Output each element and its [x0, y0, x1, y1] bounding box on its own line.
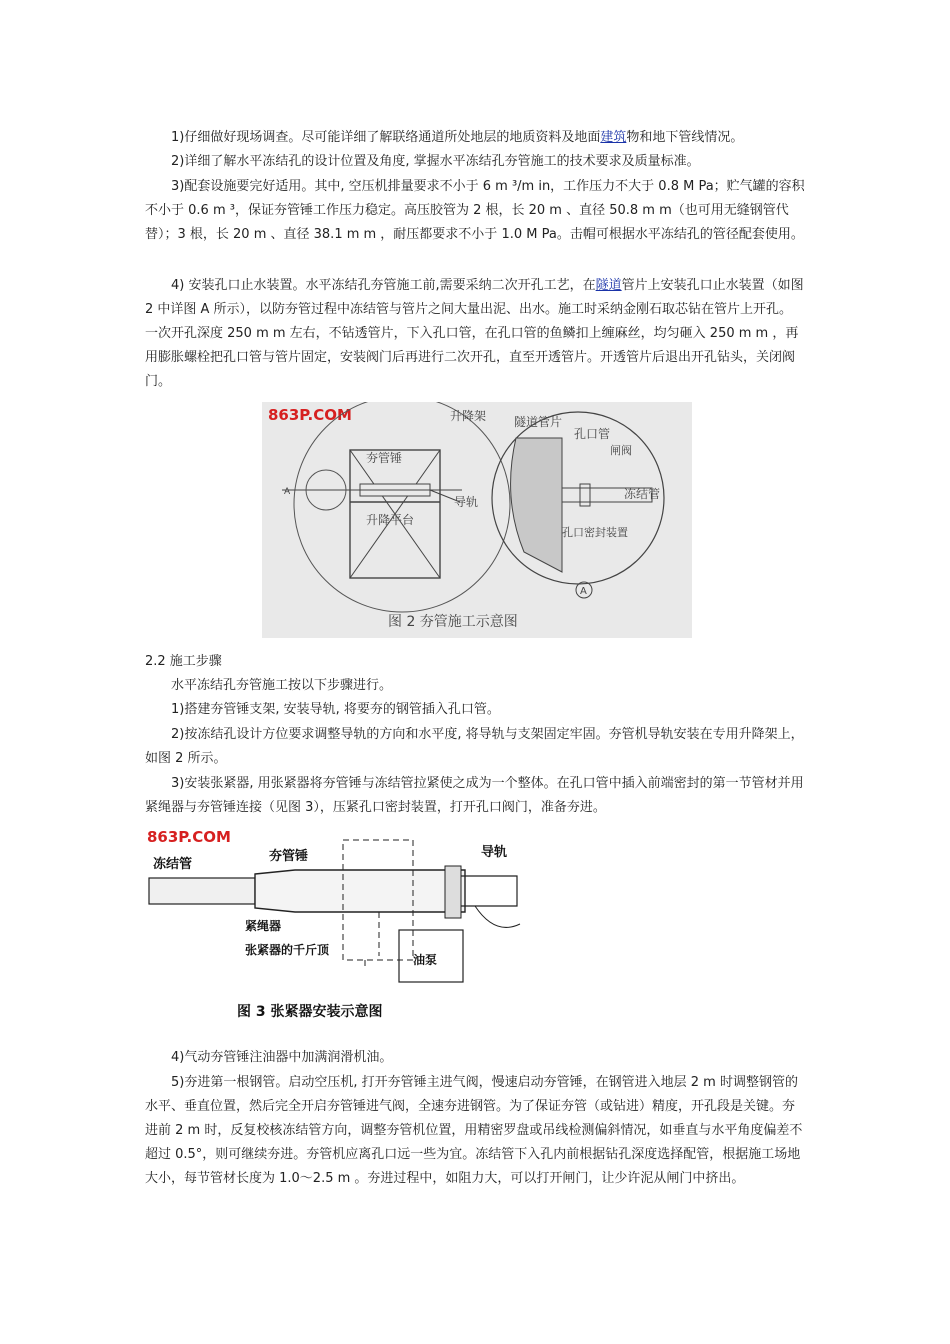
step-4: 4)气动夯管锤注油器中加满润滑机油。 [171, 1050, 393, 1065]
paragraph-4-text: 4) 安装孔口止水装置。水平冻结孔夯管施工前,需要采纳二次开孔工艺，在 [171, 278, 596, 293]
rail-shape [461, 876, 517, 906]
label-rail-3: 导轨 [481, 845, 508, 860]
paragraph-3: 3)配套设施要完好适用。其中, 空压机排量要求不小于 6 m ³/m in，工作压力不大于 0.8 M Pa；贮气罐的容积不小于 0.6 m ³，保证夯管锤工作压力稳定。高压胶管为 2 根，长 20 m 、直径 50.8 m m（也可用无缝钢管代替）；3 根，长 20 m 、直径 38.1 m m ，耐压都要求不小于 1.0 M Pa。击帽可根据水平冻结孔的管径配套使用。 [145, 179, 805, 242]
watermark: 863P.COM [268, 406, 352, 424]
label-rail: 导轨 [454, 495, 479, 509]
watermark-2: 863P.COM [147, 828, 231, 846]
label-orifice-pipe: 孔口管 [574, 427, 611, 441]
link-tunnel[interactable]: 隧道 [595, 278, 622, 293]
rail-clamp [445, 866, 461, 918]
segment-hatch [511, 438, 562, 572]
steps-intro: 水平冻结孔夯管施工按以下步骤进行。 [171, 678, 393, 693]
label-pump: 油泵 [413, 953, 438, 967]
step-3: 3)安装张紧器, 用张紧器将夯管锤与冻结管拉紧使之成为一个整体。在孔口管中插入前端密封的第一节管材并用紧绳器与夯管锤连接（见图 3），压紧孔口密封装置，打开孔口阀门，准备夯进。 [145, 776, 804, 815]
marker-a-left: A [284, 487, 291, 497]
figure-2-caption: 图 2 夯管施工示意图 [388, 614, 518, 630]
label-hammer: 夯管锤 [366, 451, 403, 465]
figure-3-caption: 图 3 张紧器安装示意图 [237, 1004, 383, 1020]
label-lift-frame: 升降架 [450, 409, 487, 423]
paragraph-1-tail: 物和地下管线情况。 [626, 130, 744, 145]
figure-3 [145, 826, 525, 1026]
step-2: 2)按冻结孔设计方位要求调整导轨的方向和水平度, 将导轨与支架固定牢固。夯管机导轨安装在专用升降架上，如图 2 所示。 [145, 727, 804, 766]
label-jack: 张紧器的千斤顶 [245, 943, 330, 957]
hammer-shape [255, 870, 465, 912]
step-5: 5)夯进第一根钢管。启动空压机, 打开夯管锤主进气阀，慢速启动夯管锤，在钢管进入地层 2 m 时调整钢管的水平、垂直位置，然后完全开启夯管锤进气阀，全速夯进钢管。为了保证夯管（或钻进）精度，开孔段是关键。夯进前 2 m 时，反复校核冻结管方向，调整夯管机位置，用精密罗盘或吊线检测偏斜情况，如垂直与水平角度偏差不超过 0.5°，则可继续夯进。夯管机应离孔口远一些为宜。冻结管下入孔内前根据钻孔深度选择配管，根据施工场地大小，每节管材长度为 1.0～2.5 m 。夯进过程中，如阻力大，可以打开闸门，让少许泥从闸门中挤出。 [145, 1075, 803, 1186]
label-freeze-pipe-3: 冻结管 [153, 857, 193, 872]
section-heading-2-2: 2.2 施工步骤 [145, 654, 222, 669]
paragraph-2: 2)详细了解水平冻结孔的设计位置及角度, 掌握水平冻结孔夯管施工的技术要求及质量标准。 [171, 154, 700, 169]
link-building[interactable]: 建筑 [600, 130, 627, 145]
paragraph-4-tail: 管片上安装孔口止水装置（如图 2 中详图 A 所示），以防夯管过程中冻结管与管片之间大量出泥、出水。施工时采纳金刚石取芯钻在管片上开孔。一次开孔深度 250 m m 左右，不钻透管片，下入孔口管，在孔口管的鱼鳞扣上缠麻丝，均匀砸入 250 m m ，再用膨胀螺栓把孔口管与管片固定，安装阀门后再进行二次开孔，直至开透管片。开透管片后退出开孔钻头，关闭阀门。 [145, 278, 804, 389]
marker-a-right: A [580, 586, 587, 597]
figure-2-drawing [262, 402, 692, 638]
label-segment: 隧道管片 [514, 415, 563, 429]
paragraph-1 [145, 126, 805, 150]
freeze-pipe-shape [149, 878, 255, 904]
valve-shape [580, 484, 590, 506]
figure-3-drawing [145, 826, 525, 1026]
label-hammer-3: 夯管锤 [269, 849, 309, 864]
label-gate-valve: 闸阀 [610, 444, 632, 457]
label-freeze-pipe: 冻结管 [624, 487, 661, 501]
step-1: 1)搭建夯管锤支架, 安装导轨, 将要夯的钢管插入孔口管。 [171, 702, 500, 717]
paragraph-4 [145, 274, 805, 394]
figure-2 [262, 402, 692, 638]
label-tightener: 紧绳器 [245, 919, 282, 933]
paragraph-1-text: 1)仔细做好现场调查。尽可能详细了解联络通道所处地层的地质资料及地面 [171, 130, 601, 145]
label-platform: 升降平台 [366, 513, 415, 527]
label-seal-device: 孔口密封装置 [562, 526, 628, 539]
hose-shape [475, 906, 520, 927]
